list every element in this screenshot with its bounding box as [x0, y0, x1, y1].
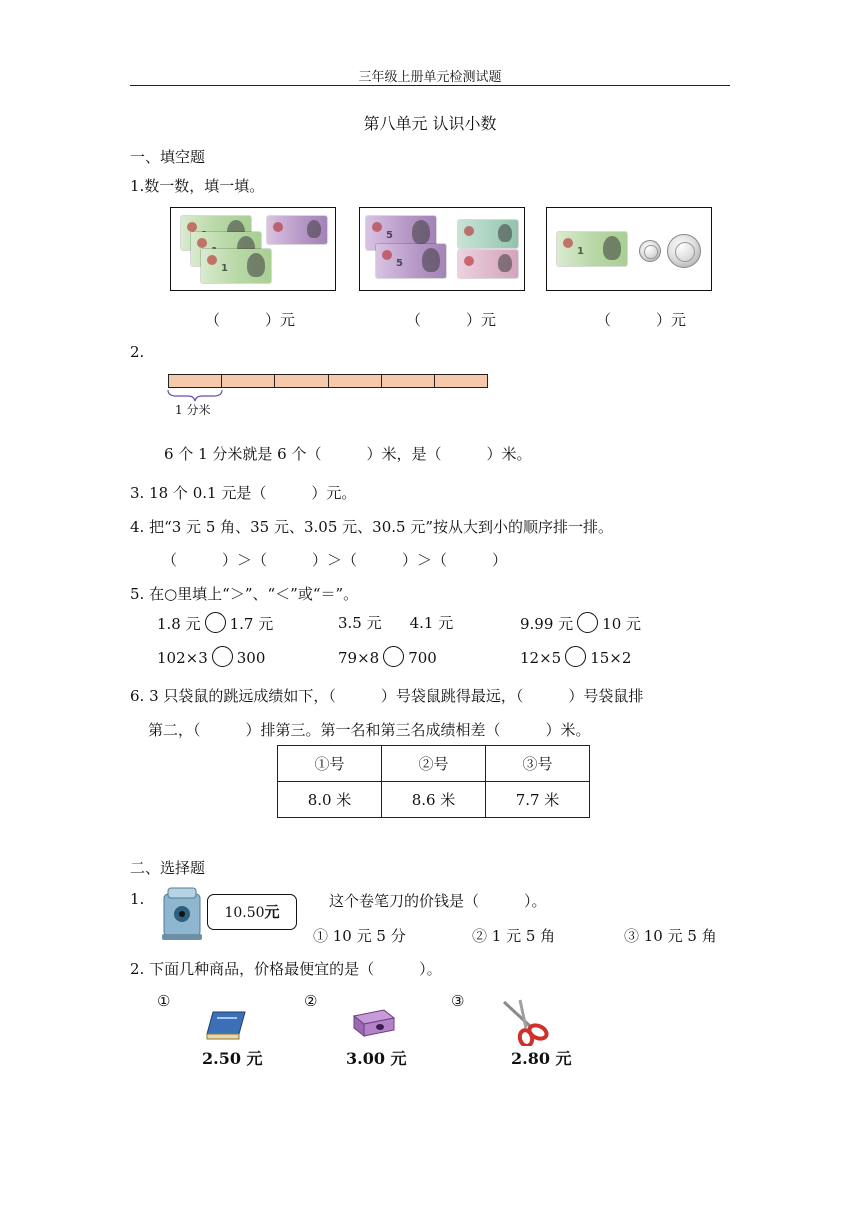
table-cell: 8.0 米: [278, 782, 382, 818]
item-price-2: 3.00 元: [346, 1049, 407, 1068]
q2-label: 2.: [130, 343, 145, 361]
option-2[interactable]: ② 1 元 5 角: [472, 927, 556, 945]
table-header-cell: ①号: [278, 746, 382, 782]
five-yuan-bill-icon: 5: [366, 216, 436, 250]
compare-circle[interactable]: [205, 612, 226, 633]
header-divider: [130, 85, 730, 86]
decimeter-ruler: [168, 374, 488, 388]
book-icon: [205, 1008, 247, 1042]
table-row: [278, 746, 590, 782]
coin-icon: [639, 240, 661, 262]
one-yuan-bill-icon: 1: [557, 232, 627, 266]
item-marker-3: ③: [451, 992, 465, 1010]
table-header-cell: ②号: [382, 746, 486, 782]
money-box-3: [546, 207, 712, 291]
s2-q2-question: 2. 下面几种商品，价格最便宜的是（ ）。: [130, 960, 442, 978]
one-yuan-bill-icon: 1: [201, 249, 271, 283]
money-box-2: [359, 207, 525, 291]
coin-icon: [667, 234, 701, 268]
brace-icon: [166, 388, 224, 402]
compare-3: 9.99 元 10 元: [520, 612, 641, 634]
compare-circle[interactable]: [577, 612, 598, 633]
option-3[interactable]: ③ 10 元 5 角: [624, 927, 717, 945]
table-cell: 8.6 米: [382, 782, 486, 818]
q6-line2: 第二，（ ）排第三。第一名和第三名成绩相差（ ）米。: [148, 721, 591, 739]
one-jiao-bill-icon: [458, 250, 518, 278]
q1-answer-1[interactable]: （ ）元: [205, 311, 296, 329]
s2-q1-question: 这个卷笔刀的价钱是（ ）。: [329, 892, 547, 910]
q5-text: 5. 在○里填上“＞”、“＜”或“＝”。: [130, 585, 359, 603]
table-cell: 7.7 米: [486, 782, 590, 818]
compare-circle[interactable]: [565, 646, 586, 667]
compare-1: 1.8 元 1.7 元: [157, 612, 273, 634]
s2-q1-label: 1.: [130, 890, 145, 908]
section2-heading: 二、选择题: [130, 859, 206, 877]
compare-6: 12×5 15×2: [520, 646, 631, 667]
item-marker-2: ②: [304, 992, 318, 1010]
compare-4: 102×3 300: [157, 646, 265, 667]
pencil-sharpener-icon: [158, 884, 206, 942]
compare-circle[interactable]: [383, 646, 404, 667]
q4-blanks[interactable]: （ ）＞（ ）＞（ ）＞（ ）: [162, 551, 508, 569]
item-price-1: 2.50 元: [202, 1049, 263, 1068]
q4-text: 4. 把“3 元 5 角、35 元、3.05 元、30.5 元”按从大到小的顺序排一排。: [130, 518, 613, 536]
q6-line1: 6. 3 只袋鼠的跳远成绩如下，（ ）号袋鼠跳得最远，（ ）号袋鼠排: [130, 687, 644, 705]
page-title: 第八单元 认识小数: [363, 114, 497, 133]
q1-answer-3[interactable]: （ ）元: [596, 311, 687, 329]
compare-2: 3.5 元 4.1 元: [338, 614, 454, 632]
page-header: 三年级上册单元检测试题: [358, 70, 502, 85]
q1-label: 1.数一数，填一填。: [130, 177, 265, 195]
one-jiao-bill-icon: [458, 220, 518, 248]
sharpener-icon: [350, 1006, 398, 1040]
scissors-icon: [500, 998, 550, 1046]
item-price-3: 2.80 元: [511, 1049, 572, 1068]
compare-circle[interactable]: [212, 646, 233, 667]
q3-text: 3. 18 个 0.1 元是（ ）元。: [130, 484, 357, 502]
table-row: [278, 782, 590, 818]
section1-heading: 一、填空题: [130, 148, 206, 166]
q2-sentence: 6 个 1 分米就是 6 个（ ）米，是（ ）米。: [164, 445, 532, 463]
price-tag: 10.50元: [207, 894, 297, 930]
money-box-1: [170, 207, 336, 291]
five-jiao-bill-icon: [267, 216, 327, 244]
table-header-cell: ③号: [486, 746, 590, 782]
item-marker-1: ①: [157, 992, 171, 1010]
q1-answer-2[interactable]: （ ）元: [406, 311, 497, 329]
compare-5: 79×8 700: [338, 646, 437, 667]
option-1[interactable]: ① 10 元 5 分: [313, 927, 406, 945]
five-yuan-bill-icon: 5: [376, 244, 446, 278]
ruler-label: 1 分米: [175, 403, 211, 417]
kangaroo-score-table: [277, 745, 590, 818]
